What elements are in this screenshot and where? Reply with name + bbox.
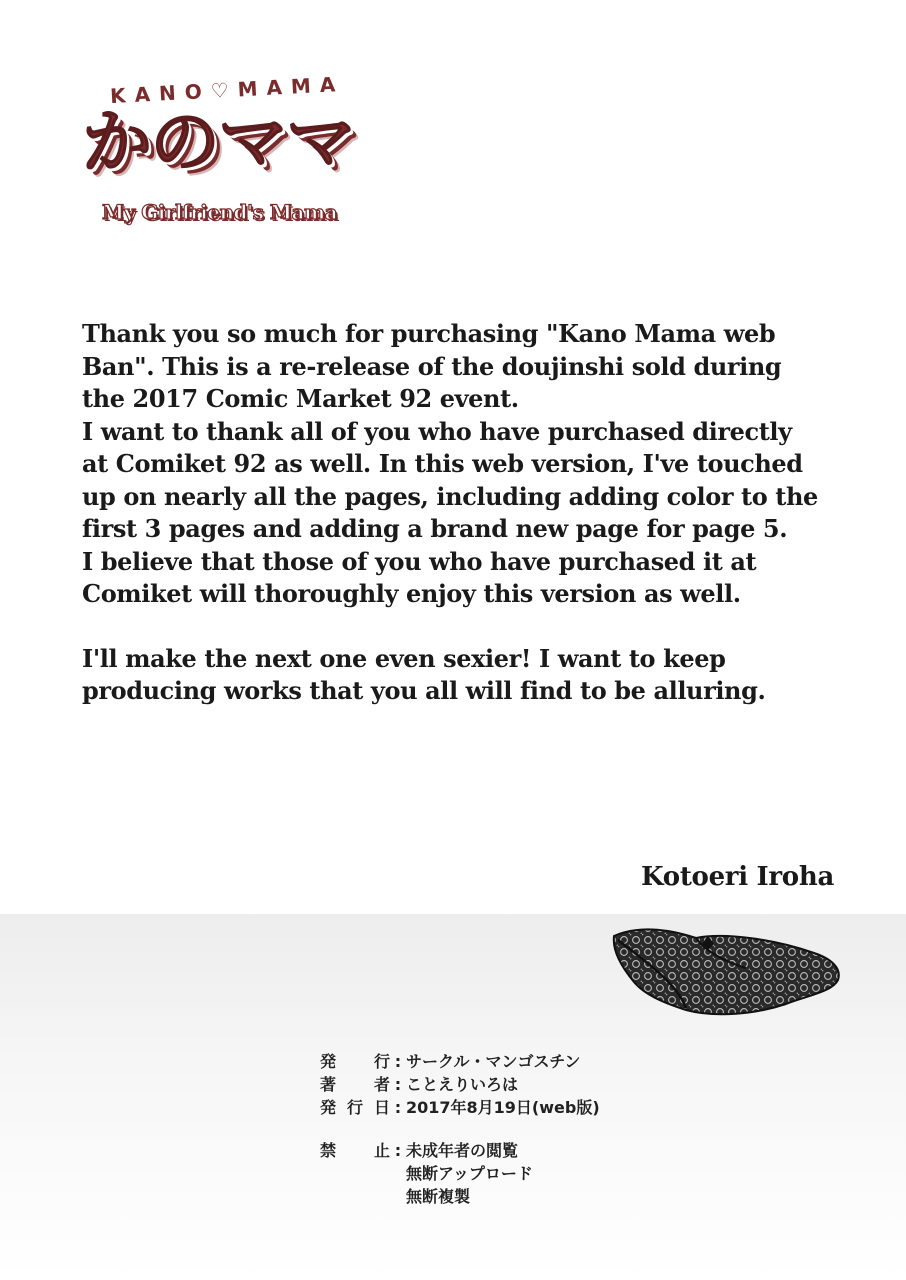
message-line: Comiket will thoroughly enjoy this version as well.	[82, 579, 741, 608]
author-label: 著 者	[320, 1075, 390, 1094]
message-line: I want to thank all of you who have purchased directly	[82, 416, 792, 446]
message-line: Ban". This is a re-release of the doujinshi sold during	[82, 351, 782, 381]
thank-you-message	[82, 318, 842, 708]
message-line: first 3 pages and adding a brand new page for page 5.	[82, 514, 788, 543]
prohibited-label: 禁 止	[320, 1141, 390, 1160]
logo-sub-text: My Girlfriend's Mama	[102, 200, 338, 224]
separator: :	[394, 1098, 402, 1117]
separator: :	[394, 1141, 402, 1160]
colophon	[320, 1050, 600, 1208]
colophon-prohibited-row	[320, 1139, 600, 1162]
message-line: the 2017 Comic Market 92 event.	[82, 384, 519, 413]
spacer	[320, 1119, 600, 1139]
message-line: I believe that those of you who have purchased it at	[82, 546, 757, 576]
message-line: up on nearly all the pages, including adding color to the	[82, 481, 818, 511]
separator: :	[394, 1075, 402, 1094]
author-value: ことえりいろは	[406, 1075, 519, 1094]
colophon-publisher-row	[320, 1050, 600, 1073]
message-line: producing works that you all will find to be alluring.	[82, 676, 766, 705]
publisher-label: 発 行	[320, 1052, 390, 1071]
kano-mama-logo	[80, 71, 380, 228]
colophon-prohibited-row	[320, 1185, 600, 1208]
message-paragraph-2	[82, 643, 842, 708]
message-line: at Comiket 92 as well. In this web version, I've touched	[82, 449, 803, 478]
logo-main-text: かのママ	[82, 101, 354, 183]
author-signature: Kotoeri Iroha	[641, 862, 834, 892]
message-paragraph-1	[82, 318, 842, 611]
date-value: 2017年8月19日(web版)	[406, 1098, 600, 1117]
colophon-date-row	[320, 1096, 600, 1119]
publisher-value: サークル・マンゴスチン	[406, 1052, 581, 1071]
prohibited-item: 未成年者の閲覧	[406, 1141, 519, 1160]
logo-top-text: KANO♡MAMA	[109, 71, 345, 109]
lace-panties-icon	[606, 922, 846, 1022]
prohibited-item: 無断アップロード	[406, 1164, 533, 1183]
colophon-prohibited-row	[320, 1162, 600, 1185]
prohibited-item: 無断複製	[406, 1187, 471, 1206]
separator: :	[394, 1052, 402, 1071]
message-line: Thank you so much for purchasing "Kano Mama web	[82, 319, 776, 348]
colophon-author-row	[320, 1073, 600, 1096]
date-label: 発行日	[320, 1098, 390, 1117]
message-line: I'll make the next one even sexier! I want to keep	[82, 643, 726, 673]
